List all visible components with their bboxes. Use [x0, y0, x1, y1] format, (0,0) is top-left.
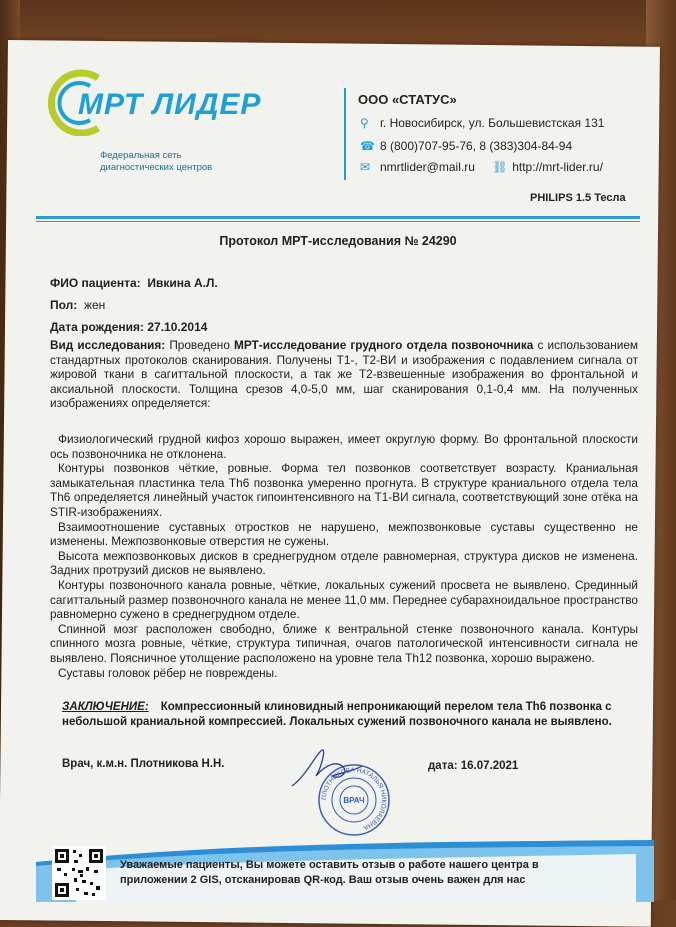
finding-paragraph: Высота межпозвонковых дисков в среднегрудном отделе равномерная, структура дисков не изменена. Задних протрузий дисков не выявлено. [50, 548, 638, 578]
phone-line: ☎ 8 (800)707-95-76, 8 (383)304-84-94 [360, 139, 573, 153]
stamp-ring-text: ПЛОТНИКОВА НАТАЛЬЯ НИКОЛАЕВНА [320, 766, 388, 832]
finding-paragraph: Взаимоотношение суставных отростков не нарушено, межпозвонковые суставы существенно не изменены. Межпозвонковые отверстия не сужены. [50, 519, 638, 549]
finding-paragraph: Спинной мозг расположен свободно, ближе к вентральной стенке позвоночного канала. Контуры спинного мозга ровные, чёткие, структура типичная, очагов патологической интенсивности сигнала не выявлено. Поясничное утолщение расположено на уровне тела Th12 позвонка, хорошо выражено. [50, 621, 638, 665]
finding-paragraph: Контуры позвоночного канала ровные, чёткие, локальных сужений просвета не выявлено. Срединный сагиттальный размер позвоночного канала не менее 11,0 мм. Переднее субарахноидальное пространство равномерно сужено в среднегрудном отделе. [50, 577, 638, 622]
location-pin-icon: ⚲ [360, 116, 369, 130]
mail-icon: ✉ [360, 160, 371, 174]
patient-name-field: ФИО пациента: Ивкина А.Л. [50, 276, 218, 290]
protocol-title: Протокол МРТ-исследования № 24290 [219, 234, 457, 248]
email-line: ✉ nmrtlider@mail.ru ⛓ http://mrt-lider.ru/ [360, 160, 603, 174]
finding-paragraph: Суставы головок рёбер не повреждены. [58, 665, 278, 680]
birth-date-field: Дата рождения: 27.10.2014 [50, 320, 208, 334]
footer-review-text: Уважаемые пациенты, Вы можете оставить отзыв о работе нашего центра в приложении 2 GIS, отсканировав QR-код. Ваш отзыв очень важен для нас [120, 859, 539, 886]
link-icon: ⛓ [492, 160, 508, 174]
finding-paragraph: Контуры позвонков чёткие, ровные. Форма тел позвонков соответствует возрасту. Краниальная замыкательная пластинка тела Th6 позвонка умеренно прогнута. В структуре краниального отдела тела Th6 определяется линейный участок гипоинтенсивного на Т1-ВИ сигнала, соответствующий зоне отёка на STIR-изображениях. [50, 461, 638, 519]
patient-sex-field: Пол: жен [50, 298, 106, 312]
address-line: ⚲ г. Новосибирск, ул. Большевистская 131 [360, 116, 605, 130]
stamp-center-text: ВРАЧ [343, 796, 365, 805]
doctor-name: Врач, к.м.н. Плотникова Н.Н. [62, 758, 225, 770]
finding-paragraph: Физиологический грудной кифоз хорошо выражен, имеет округлую форму. Во фронтальной плоскости ось позвоночника не отклонена. [50, 432, 638, 461]
conclusion-label: ЗАКЛЮЧЕНИЕ: [62, 701, 149, 713]
report-date: дата: 16.07.2021 [428, 760, 519, 772]
company-name: ООО «СТАТУС» [358, 92, 457, 107]
findings-section [50, 432, 638, 680]
logo-title: МРТ ЛИДЕР [78, 88, 262, 121]
conclusion [62, 700, 622, 730]
phone-icon: ☎ [360, 139, 375, 153]
header-divider [344, 88, 346, 180]
header-rule-thin [36, 221, 640, 222]
logo-subtitle: Федеральная сеть диагностических центров [100, 150, 213, 173]
qr-code-icon [52, 846, 106, 900]
signature-icon [286, 746, 366, 792]
header-rule [36, 216, 640, 219]
conclusion-text: Компрессионный клиновидный непроникающий перелом тела Th6 позвонка с небольшой краниальной компрессией. Локальных сужений позвоночного канала не выявлено. [62, 701, 612, 728]
equipment-label: PHILIPS 1.5 Тесла [530, 192, 626, 204]
study-description: Вид исследования: Проведено МРТ-исследование грудного отдела позвоночника с использованием стандартных протоколов сканирования. Получены Т1-, Т2-ВИ и изображения с подавлением сигнала от жировой ткани в сагиттальной плоскости, а так же Т2-взвешенные изображения во фронтальной и аксиальной плоскости. Толщина срезов 4,0-5,0 мм, шаг сканирования 0,1-0,4 мм. На полученных изображениях определяется: [50, 338, 639, 411]
